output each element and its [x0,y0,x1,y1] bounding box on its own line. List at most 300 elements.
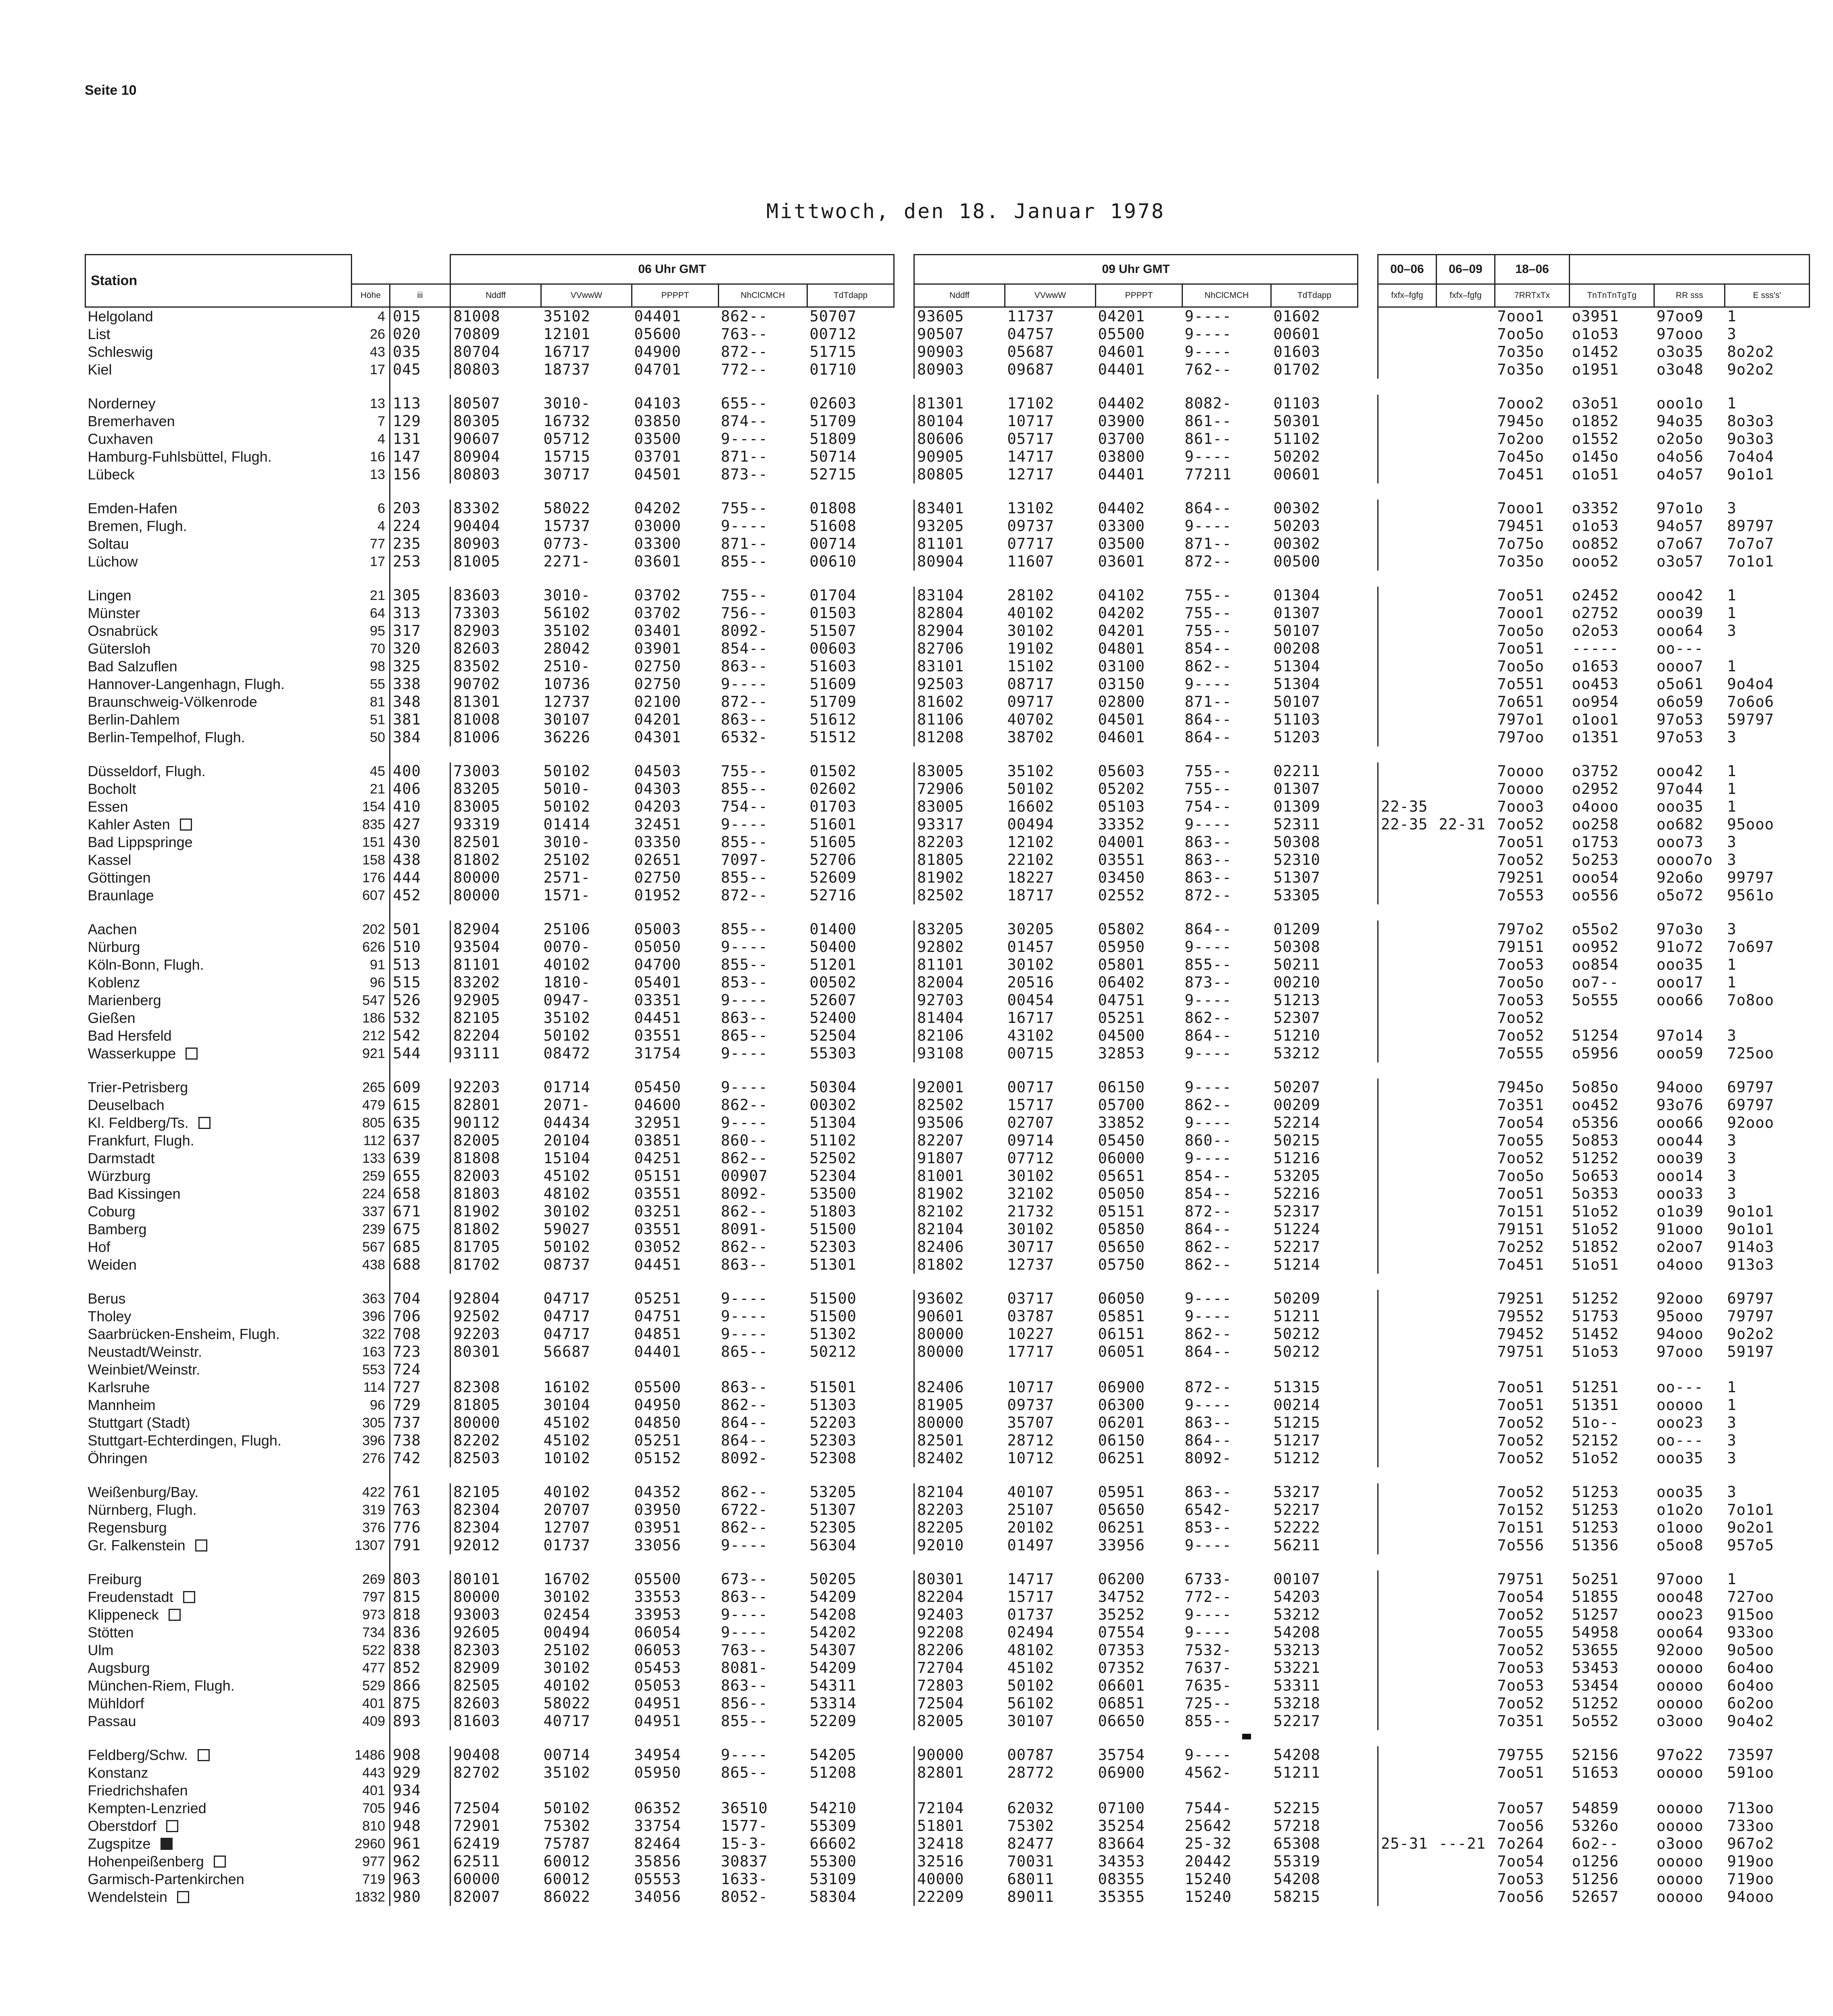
table-row [85,1414,1810,1432]
station-name: Mühldorf [88,1695,144,1712]
obs-cell-e4: 89797 [1727,517,1774,535]
obs-cell-a1: 80803 [450,466,541,483]
obs-cell-e2: 51254 [1572,1027,1619,1044]
obs-cell-b2: 10717 [1007,1379,1054,1396]
obs-cell-e4: 8o3o3 [1727,412,1774,430]
obs-cell-a2: 04717 [543,1308,590,1325]
obs-cell-a4: 865-- [721,1027,768,1044]
obs-cell-b1 [914,1782,1005,1799]
obs-cell-a1: 73303 [450,604,541,622]
obs-cell-e3: ooo35 [1656,956,1704,973]
table-row [85,1009,1810,1027]
obs-cell-b2: 89011 [1007,1888,1054,1906]
table-row [85,991,1810,1009]
obs-cell-a1: 80000 [450,887,541,904]
station-name: Garmisch-Partenkirchen [88,1871,244,1887]
height-cell: 114 [352,1379,390,1396]
group-spacer [85,571,1810,587]
obs-cell-b5: 51304 [1273,658,1320,675]
obs-cell-a3: 02750 [634,658,681,675]
obs-cell-c [1378,833,1437,851]
table-body [85,307,1810,1906]
table-row [85,1132,1810,1150]
column-gap [1358,412,1378,430]
obs-cell-b3: 07353 [1098,1641,1145,1659]
obs-cell-e1: 7o45o [1497,448,1544,465]
station-id-cell: 305 [393,587,421,604]
obs-cell-b4 [1182,1361,1271,1379]
obs-cell-a4: 862-- [721,1238,768,1256]
height-cell: 479 [352,1096,390,1114]
obs-cell-e4: 1 [1727,1379,1737,1396]
obs-cell-e3: o1ooo [1656,1519,1704,1536]
height-cell: 973 [352,1606,390,1624]
station-id-cell: 852 [393,1659,421,1677]
obs-cell-a2: 00494 [543,1624,590,1641]
obs-cell-a2: 50102 [543,1799,590,1817]
obs-cell-a5: 55303 [809,1045,857,1062]
obs-cell-a4: 872-- [721,343,768,360]
table-row [85,517,1810,535]
station-name: Kl. Feldberg/Ts. [88,1114,189,1131]
height-cell: 91 [352,956,390,974]
obs-cell-a2: 2271- [543,553,590,570]
station-id-cell: 427 [393,816,421,833]
obs-cell-e4: 99797 [1727,869,1774,886]
obs-cell-d [1437,1256,1495,1274]
table-row [85,466,1810,483]
obs-cell-b3: 05851 [1098,1308,1145,1325]
obs-cell-e4: 7o8oo [1727,991,1774,1009]
obs-cell-a2: 3010- [543,395,590,412]
obs-cell-b2: 12717 [1007,466,1054,483]
column-gap [1358,956,1378,974]
column-gap [1358,816,1378,833]
obs-cell-e2: 54958 [1572,1624,1619,1641]
station-cell [85,325,352,343]
obs-cell-e2: o1552 [1572,430,1619,448]
obs-cell-a1: 80305 [450,412,541,430]
obs-cell-e4: 7o4o4 [1727,448,1774,465]
obs-cell-b5: 02211 [1273,762,1320,780]
obs-cell-a4: 755-- [721,500,768,517]
obs-cell-b4: 8082- [1184,395,1232,412]
obs-cell-b3: 05650 [1098,1238,1145,1256]
header-group-06-09: 06–09 [1437,255,1495,284]
obs-cell-a2: 08472 [543,1045,590,1062]
obs-cell-a3 [632,1361,719,1379]
table-row [85,1624,1810,1641]
obs-cell-b4: 871-- [1184,693,1232,710]
obs-cell-b3: 05700 [1098,1096,1145,1114]
obs-cell-b3: 05251 [1098,1009,1145,1027]
column-gap [1358,1782,1378,1799]
obs-cell-b5: 52217 [1273,1238,1320,1256]
obs-cell-d [1437,587,1495,604]
obs-cell-b4: 755-- [1184,587,1232,604]
station-id-cell: 635 [393,1114,421,1131]
obs-cell-a3: 04851 [634,1325,681,1343]
obs-cell-b2: 16717 [1007,1009,1054,1027]
obs-cell-a1: 82505 [450,1677,541,1695]
station-id-cell: 113 [393,395,421,412]
obs-cell-e1: 7oo5o [1497,1167,1544,1185]
obs-cell-b2: 17102 [1007,395,1054,412]
obs-cell-d [1437,1396,1495,1414]
column-gap [1358,693,1378,711]
height-cell: 239 [352,1220,390,1238]
obs-cell-a5: 51201 [809,956,857,973]
obs-cell-d [1437,1150,1495,1167]
obs-cell-b4: 7637- [1184,1659,1232,1677]
obs-cell-e2: 51o52 [1572,1203,1619,1220]
obs-cell-c [1378,1450,1437,1467]
station-cell [85,780,352,798]
obs-cell-e3: 97o22 [1656,1746,1704,1764]
column-gap [894,729,914,746]
obs-cell-a2 [541,1361,632,1379]
obs-cell-e3: 97oo9 [1656,308,1704,325]
obs-cell-e1: 7945o [1497,412,1544,430]
station-cell [85,1888,352,1906]
mountain-station-box [195,1539,207,1552]
obs-cell-d [1437,1853,1495,1870]
column-gap [1358,762,1378,780]
obs-cell-a1: 70809 [450,325,541,343]
obs-cell-e4: 3 [1727,1167,1737,1185]
column-gap [894,1256,914,1274]
height-cell: 7 [352,412,390,430]
obs-cell-e3: 97ooo [1656,1570,1704,1588]
obs-cell-c [1378,869,1437,887]
obs-cell-a2: 30102 [543,1588,590,1606]
obs-cell-e1: 79451 [1497,517,1544,535]
obs-cell-d [1437,1641,1495,1659]
column-gap [894,1096,914,1114]
obs-cell-c [1378,1624,1437,1641]
obs-cell-a4: 854-- [721,640,768,657]
obs-cell-b2: 10227 [1007,1325,1054,1343]
obs-cell-a4: 9---- [721,991,768,1009]
obs-cell-c [1378,1132,1437,1150]
obs-cell-e2: oo952 [1572,938,1619,956]
obs-cell-a1: 81803 [450,1185,541,1203]
obs-cell-e3: o3ooo [1656,1712,1704,1730]
obs-cell-e2: oo854 [1572,956,1619,973]
station-id-cell: 929 [393,1764,421,1781]
obs-cell-e4 [1725,640,1810,658]
obs-cell-e4: 3 [1727,729,1737,746]
obs-cell-a2: 48102 [543,1185,590,1202]
obs-cell-a5: 00712 [809,325,857,343]
obs-cell-d [1437,448,1495,466]
table-row [85,887,1810,904]
obs-cell-a1: 92905 [450,991,541,1009]
obs-cell-a5: 01400 [809,921,857,938]
obs-cell-e2: 53655 [1572,1641,1619,1659]
table-row [85,1501,1810,1519]
obs-cell-a4: 862-- [721,1483,768,1501]
obs-cell-b2: 16602 [1007,798,1054,815]
column-gap [1358,307,1378,326]
header-group-09: 09 Uhr GMT [914,255,1358,284]
station-id-cell: 438 [393,851,421,868]
obs-cell-a4: 9---- [721,1606,768,1623]
obs-cell-e2: o1o53 [1572,325,1619,343]
obs-cell-b4: 755-- [1184,604,1232,622]
column-gap [1358,1256,1378,1274]
obs-cell-a3: 04950 [634,1396,681,1414]
obs-cell-a5: 54209 [809,1588,857,1606]
obs-cell-c [1378,1853,1437,1870]
station-cell [85,1396,352,1414]
obs-cell-e3: 92ooo [1656,1641,1704,1659]
obs-cell-b4: 854-- [1184,1167,1232,1185]
obs-cell-a1: 82204 [450,1027,541,1045]
obs-cell-d [1437,869,1495,887]
obs-cell-b2: 12102 [1007,833,1054,851]
obs-cell-e1: 7o2oo [1497,430,1544,448]
obs-cell-b4: 871-- [1184,535,1232,552]
group-spacer [85,1467,1810,1483]
obs-cell-b2: 14717 [1007,448,1054,465]
column-gap [1358,921,1378,938]
height-cell: 43 [352,343,390,361]
obs-cell-b2: 30717 [1007,1238,1054,1256]
obs-cell-e2: o5356 [1572,1114,1619,1131]
obs-cell-a1: 80507 [450,395,541,412]
obs-cell-e1: 7oo51 [1497,1379,1544,1396]
obs-cell-d [1437,1606,1495,1624]
obs-cell-e1: 7o651 [1497,693,1544,710]
obs-cell-a2: 86022 [543,1888,590,1906]
table-row [85,1432,1810,1450]
obs-cell-b3: 04201 [1098,622,1145,639]
height-cell: 276 [352,1450,390,1467]
obs-cell-e3: oo682 [1656,816,1704,833]
obs-cell-a5: 52304 [809,1167,857,1185]
obs-cell-b5 [1271,1361,1358,1379]
station-id-cell: 763 [393,1501,421,1518]
obs-cell-d [1437,535,1495,553]
obs-cell-e1: 7oo52 [1497,1450,1544,1467]
obs-cell-e1: 7o555 [1497,1045,1544,1062]
obs-cell-e3: 91o72 [1656,938,1704,956]
obs-cell-a3: 06053 [634,1641,681,1659]
height-cell: 21 [352,780,390,798]
obs-cell-a2: 40102 [543,1483,590,1501]
obs-cell-a5: 52502 [809,1150,857,1167]
obs-cell-b1: 51801 [914,1817,1005,1835]
column-gap [1358,1132,1378,1150]
group-spacer [85,904,1810,921]
obs-cell-e1: 797o1 [1497,711,1544,728]
obs-cell-a1: 93111 [450,1045,541,1062]
column-gap [894,640,914,658]
station-id-cell: 235 [393,535,421,552]
obs-cell-b5: 51203 [1273,729,1320,746]
height-cell: 443 [352,1764,390,1782]
obs-cell-a1: 80000 [450,1414,541,1432]
obs-cell-a5: 52305 [809,1519,857,1536]
obs-cell-e4: 3 [1727,1027,1737,1044]
obs-cell-b1: 93205 [914,517,1005,535]
obs-cell-e3: o1o2o [1656,1501,1704,1518]
column-gap [894,307,914,326]
obs-cell-a3: 03052 [634,1238,681,1256]
obs-cell-e2: 5o555 [1572,991,1619,1009]
header-06-dewpoint: TdTdapp [807,284,894,307]
obs-cell-e3: o4o57 [1656,466,1704,483]
station-cell [85,307,352,326]
obs-cell-b1: 81208 [914,729,1005,746]
obs-cell-b2: 40702 [1007,711,1054,728]
station-name: Oberstdorf [88,1818,156,1834]
station-id-cell: 685 [393,1238,421,1256]
table-row [85,675,1810,693]
obs-cell-b3: 04601 [1098,729,1145,746]
obs-cell-a4: 6532- [721,729,768,746]
obs-cell-e4: 913o3 [1727,1256,1774,1273]
obs-cell-b1: 92208 [914,1624,1005,1641]
obs-cell-b5: 52216 [1273,1185,1320,1202]
obs-cell-a3: 04303 [634,780,681,798]
obs-cell-a4: 763-- [721,325,768,343]
obs-cell-a3: 05050 [634,938,681,956]
station-id-cell: 893 [393,1712,421,1730]
column-gap [1358,1483,1378,1501]
obs-cell-a5: 51507 [809,622,857,639]
obs-cell-e2: o2752 [1572,604,1619,622]
obs-cell-a1: 80101 [450,1570,541,1588]
column-gap [894,1203,914,1220]
obs-cell-b4: 860-- [1184,1132,1232,1149]
obs-cell-b1: 32516 [914,1853,1005,1870]
obs-cell-b2: 07712 [1007,1150,1054,1167]
station-name: Essen [88,798,128,815]
obs-cell-e4: 1 [1727,762,1737,780]
station-name: Nürnberg, Flugh. [88,1502,197,1518]
obs-cell-d [1437,1677,1495,1695]
column-gap [894,1641,914,1659]
column-gap [894,1588,914,1606]
obs-cell-b4: 755-- [1184,622,1232,639]
column-gap [894,869,914,887]
station-id-cell: 729 [393,1396,421,1414]
obs-cell-b5: 01307 [1273,604,1320,622]
table-row [85,1379,1810,1396]
header-09-pppp: PPPPT [1096,284,1182,307]
obs-cell-b2: 09717 [1007,693,1054,710]
obs-cell-e3: ooo14 [1656,1167,1704,1185]
obs-cell-b5: 53213 [1273,1641,1320,1659]
station-id-cell: 946 [393,1799,421,1817]
obs-cell-a3: 04251 [634,1150,681,1167]
obs-cell-a1: 82304 [450,1501,541,1519]
obs-cell-a4: 6722- [721,1501,768,1518]
obs-cell-b5: 00302 [1273,535,1320,552]
obs-cell-c [1378,307,1437,326]
obs-cell-e4: 713oo [1727,1799,1774,1817]
station-id-cell: 818 [393,1606,421,1623]
height-cell: 95 [352,622,390,640]
column-gap [1358,1096,1378,1114]
obs-cell-d [1437,833,1495,851]
obs-cell-e4: 3 [1727,1185,1737,1202]
station-id-cell: 544 [393,1045,421,1062]
obs-cell-a1: 90112 [450,1114,541,1132]
table-row [85,395,1810,412]
obs-cell-e4: 9o2o2 [1727,1325,1774,1343]
header-06-clouds: NhClCMCH [719,284,807,307]
obs-cell-e4: 8o2o2 [1727,343,1774,360]
obs-cell-b5: 52217 [1273,1712,1320,1730]
height-cell: 401 [352,1782,390,1799]
station-cell [85,587,352,604]
obs-cell-b1: 82502 [914,1096,1005,1114]
table-row [85,1677,1810,1695]
obs-cell-e1: 79552 [1497,1308,1544,1325]
obs-cell-e2: o1753 [1572,833,1619,851]
obs-cell-b4: 15240 [1184,1870,1232,1888]
obs-cell-e2: oo7-- [1572,974,1619,991]
column-gap [894,1695,914,1712]
obs-cell-b2: 45102 [1007,1659,1054,1677]
obs-cell-d [1437,798,1495,816]
obs-cell-b3: 05202 [1098,780,1145,798]
station-id-cell: 738 [393,1432,421,1449]
obs-cell-e1: 7oo5o [1497,658,1544,675]
obs-cell-a3: 04850 [634,1414,681,1431]
station-id-cell: 908 [393,1746,421,1764]
obs-cell-e1: 7oo53 [1497,1677,1544,1694]
obs-cell-a1: 82202 [450,1432,541,1450]
obs-cell-e3: ooooo [1656,1764,1704,1781]
obs-cell-b5: 51215 [1273,1414,1320,1431]
station-id-cell: 320 [393,640,421,657]
obs-cell-d [1437,729,1495,746]
obs-cell-a1: 80904 [450,448,541,466]
obs-cell-b5: 50211 [1273,956,1320,973]
obs-cell-e2: 52156 [1572,1746,1619,1764]
obs-cell-b1: 83401 [914,500,1005,517]
station-cell [85,430,352,448]
obs-cell-e4: 59197 [1727,1343,1774,1360]
column-gap [894,1782,914,1799]
station-id-cell: 742 [393,1450,421,1467]
obs-cell-a2: 60012 [543,1870,590,1888]
station-id-cell: 313 [393,604,421,622]
obs-cell-e4: 957o5 [1727,1537,1774,1554]
obs-cell-a1: 81008 [450,307,541,326]
obs-cell-b1: 82801 [914,1764,1005,1782]
obs-cell-e1: 7ooo2 [1497,395,1544,412]
height-cell: 55 [352,675,390,693]
obs-cell-a2: 50102 [543,1238,590,1256]
obs-cell-e2: 51253 [1572,1501,1619,1518]
obs-cell-a4: 9---- [721,1079,768,1096]
obs-cell-b4: 872-- [1184,887,1232,904]
obs-cell-b3: 03450 [1098,869,1145,886]
table-row [85,1045,1810,1062]
obs-cell-a1: 92804 [450,1290,541,1308]
station-cell [85,1695,352,1712]
station-id-cell: 948 [393,1817,421,1835]
obs-cell-b1: 81101 [914,535,1005,553]
obs-cell-e3: ooo23 [1656,1414,1704,1431]
column-gap [894,412,914,430]
obs-cell-e2: ooo54 [1572,869,1619,886]
